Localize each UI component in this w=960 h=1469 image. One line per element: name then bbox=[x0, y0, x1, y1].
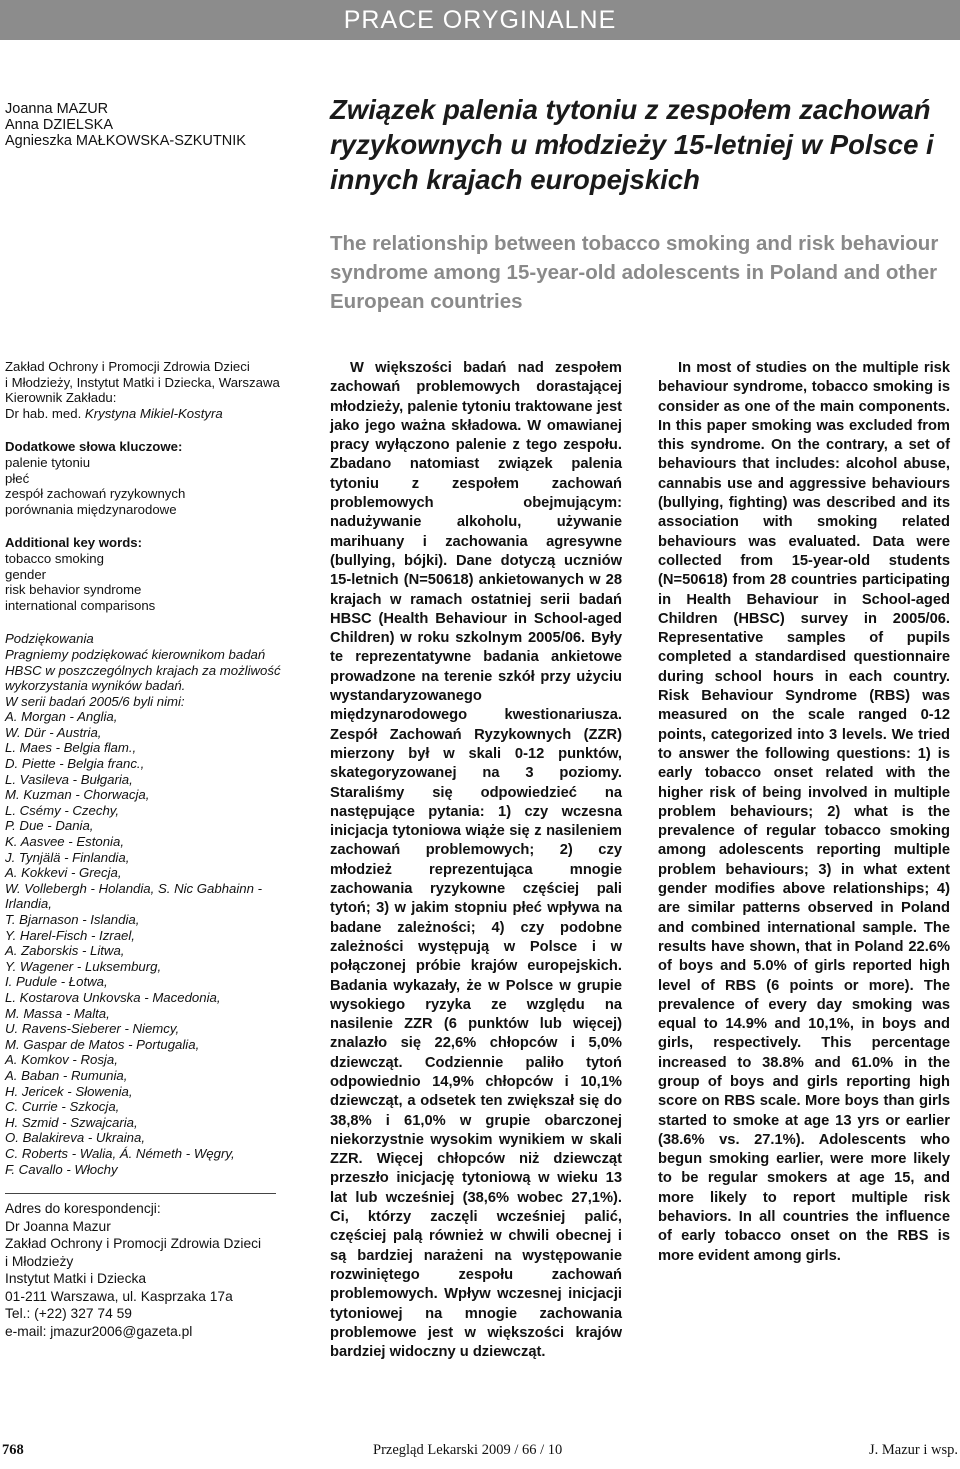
affiliation bbox=[5, 359, 305, 421]
acknowledgement-line: Y. Wagener - Luksemburg, bbox=[5, 958, 162, 974]
acknowledgement-line: W serii badań 2005/6 byli nimi: bbox=[5, 693, 185, 709]
acknowledgement-line: M. Gaspar de Matos - Portugalia, bbox=[5, 1036, 200, 1052]
abstract-text: In most of studies on the multiple risk behaviour syndrome, tobacco smoking is consider as one of the main components. In this paper smoking was excluded from this syndrome. On the contrary, a set of behaviours that includes: alcohol abuse, cannabis use and aggressive behaviours (bullying, fighting) was described and its association with smoking related behaviours was evaluated. Data were collected from 15-year-old students (N=50618) from 28 countries participating in Health Behaviour in School-aged Children (HBSC) survey in 2005/06. Representative samples of pupils completed a standardised questionnaire during school hours in each country. Risk Behaviour Syndrome (RBS) was measured on the scale ranged 0-12 points, categorized into 3 levels. We tried to answer the following questions: 1) is early tobacco onset related with the higher risk of being involved in multiple problem behaviours; 2) what is the prevalence of regular tobacco smoking among adolescents reporting multiple problem behaviours; 3) in what extent gender modifies above relationships; 4) are similar patterns observed in Poland and combined international sample. The results have shown, that in Poland 22.6% of boys and 5.0% of girls reported high level of RBS (6 points or more). The prevalence of every day smoking was equal to 14.9% and 10,1%, in boys and girls, respectively. This percentage increased to 38.8% and 61.0% in the group of boys and girls reporting high score on RBS scale. More boys than girls started to smoke at age 13 yrs or earlier (38.6% vs. 27.1%). Adolescents who begun smoking earlier, were more likely to be regular smokers at age 15, and more likely to report multiple risk behaviors. In all countries the influence of early tobacco onset on the RBS is more evident among girls. bbox=[658, 360, 950, 1264]
acknowledgement-line: J. Tynjälä - Finlandia, bbox=[5, 849, 130, 865]
author-name: Anna DZIELSKA bbox=[5, 117, 113, 133]
divider bbox=[5, 1193, 276, 1194]
acknowledgement-line: H. Jericek - Słowenia, bbox=[5, 1083, 133, 1099]
acknowledgement-line: Y. Harel-Fisch - Izrael, bbox=[5, 927, 135, 943]
acknowledgement-line: Podziękowania bbox=[5, 631, 94, 647]
acknowledgement-line: Irlandia, bbox=[5, 896, 52, 912]
correspondence-line: Dr Joanna Mazur bbox=[5, 1218, 111, 1234]
keyword: gender bbox=[5, 566, 47, 582]
sidebar-column bbox=[5, 359, 305, 1340]
acknowledgement-line: Pragniemy podziękować kierownikom badań bbox=[5, 646, 266, 662]
correspondence-line: i Młodzieży bbox=[5, 1253, 74, 1269]
acknowledgement-line: U. Ravens-Sieberer - Niemcy, bbox=[5, 1021, 180, 1037]
acknowledgement-line: C. Roberts - Walia, Á. Németh - Węgry, bbox=[5, 1145, 235, 1161]
keyword: zespół zachowań ryzykownych bbox=[5, 486, 186, 502]
journal-citation: Przegląd Lekarski 2009 / 66 / 10 bbox=[373, 1442, 563, 1458]
affiliation-line: Zakład Ochrony i Promocji Zdrowia Dzieci bbox=[5, 359, 250, 374]
author-list bbox=[5, 101, 305, 149]
correspondence-line: Instytut Matki i Dziecka bbox=[5, 1271, 147, 1287]
keyword: international comparisons bbox=[5, 597, 156, 613]
acknowledgement-line: M. Massa - Malta, bbox=[5, 1005, 110, 1021]
acknowledgement-line: HBSC w poszczególnych krajach za możliwość bbox=[5, 662, 281, 678]
abstract-polish bbox=[330, 359, 622, 1362]
keyword: palenie tytoniu bbox=[5, 454, 91, 470]
acknowledgement-line: A. Morgan - Anglia, bbox=[5, 709, 118, 725]
acknowledgement-line: wykorzystania wyników badań. bbox=[5, 678, 186, 694]
section-banner bbox=[0, 0, 960, 40]
acknowledgement-line: A. Zaborskis - Litwa, bbox=[5, 943, 125, 959]
abstract-english bbox=[658, 359, 950, 1266]
acknowledgement-line: P. Due - Dania, bbox=[5, 818, 94, 834]
correspondence-line: Adres do korespondencji: bbox=[5, 1201, 161, 1217]
keyword: płeć bbox=[5, 470, 30, 486]
keyword: tobacco smoking bbox=[5, 550, 104, 566]
page-number: 768 bbox=[2, 1442, 24, 1458]
section-label: PRACE ORYGINALNE bbox=[343, 5, 617, 34]
acknowledgement-line: L. Kostarova Unkovska - Macedonia, bbox=[5, 989, 221, 1005]
running-author: J. Mazur i wsp. bbox=[868, 1442, 958, 1458]
acknowledgement-line: W. Vollebergh - Holandia, S. Nic Gabhainn - bbox=[5, 880, 263, 896]
acknowledgement-line: M. Kuzman - Chorwacja, bbox=[5, 787, 150, 803]
head-title: Dr hab. med. bbox=[5, 405, 82, 421]
acknowledgement-line: F. Cavallo - Włochy bbox=[5, 1161, 118, 1177]
acknowledgement-line: D. Piette - Belgia franc., bbox=[5, 756, 145, 772]
article-title-polish: Związek palenia tytoniu z zespołem zachowań ryzykownych u młodzieży 15-letniej w Polsce i innych krajach europejskich bbox=[330, 94, 934, 195]
acknowledgement-line: A. Komkov - Rosja, bbox=[5, 1052, 118, 1068]
keywords-heading: Dodatkowe słowa kluczowe: bbox=[5, 439, 183, 455]
correspondence-address bbox=[5, 1200, 305, 1340]
author-name: Agnieszka MAŁKOWSKA-SZKUTNIK bbox=[5, 133, 246, 149]
acknowledgement-line: I. Pudule - Łotwa, bbox=[5, 974, 108, 990]
acknowledgement-line: K. Aasvee - Estonia, bbox=[5, 834, 124, 850]
affiliation-line: Kierownik Zakładu: bbox=[5, 390, 117, 406]
keywords-heading: Additional key words: bbox=[5, 535, 143, 551]
affiliation-line: i Młodzieży, Instytut Matki i Dziecka, Warszawa bbox=[5, 374, 280, 390]
acknowledgement-line: O. Balakireva - Ukraina, bbox=[5, 1130, 145, 1146]
acknowledgement-line: L. Vasileva - Bułgaria, bbox=[5, 771, 133, 787]
keyword: risk behavior syndrome bbox=[5, 582, 142, 598]
acknowledgement-line: A. Baban - Rumunia, bbox=[5, 1067, 128, 1083]
acknowledgement-line: T. Bjarnason - Islandia, bbox=[5, 912, 140, 927]
acknowledgement-line: H. Szmid - Szwajcaria, bbox=[5, 1114, 138, 1130]
keywords-english bbox=[5, 535, 305, 613]
article-title-english: The relationship between tobacco smoking and risk behaviour syndrome among 15-year-old adolescents in Poland and other European countries bbox=[330, 232, 939, 313]
page-footer bbox=[0, 1438, 960, 1462]
keyword: porównania międzynarodowe bbox=[5, 501, 177, 517]
correspondence-line: Tel.: (+22) 327 74 59 bbox=[5, 1306, 132, 1322]
author-name: Joanna MAZUR bbox=[5, 101, 109, 117]
correspondence-line: Zakład Ochrony i Promocji Zdrowia Dzieci bbox=[5, 1236, 262, 1252]
head-name: Krystyna Mikiel-Kostyra bbox=[84, 405, 223, 421]
abstract-text: W większości badań nad zespołem zachowań problemowych dorastającej młodzieży, palenie tytoniu traktowane jest jako jego ważna składowa. W omawianej pracy wyłączono palenie z tego zespołu. Zbadano natomiast związek palenia tytoniu z zespołem zachowań problemowych obejmującym: nadużywanie alkoholu, używanie marihuany i zachowania agresywne (bullying, bójki). Dane dotyczą uczniów 15-letnich (N=50618) ankietowanych w 28 krajach w ramach ostatniej serii badań HBSC (Health Behaviour in School-aged Children) w roku szkolnym 2005/06. Były te reprezentatywne badania ankietowe prowadzone na terenie szkół przy użyciu wystandaryzowanego międzynarodowego kwestionariusza. Zespół Zachowań Ryzykownych (ZZR) mierzony był w skali 0-12 punktów, skategoryzowanej na 3 poziomy. Staraliśmy się odpowiedzieć na następujące pytania: 1) czy wczesna inicjacja tytoniowa wiąże się z nasileniem zachowań problemowych; 2) czy młodzież reprezentująca mnogie zachowania ryzykowne częściej pali tytoń; 3) w jakim stopniu płeć wpływa na badane zależności; 4) czy podobne zależności występują w Polsce i w połączonej próbie krajów europejskich. Badania wykazały, że w Polsce w grupie wysokiego ryzyka ze względu na nasilenie ZZR (6 punktów lub więcej) znalazło się 22,6% chłopców i 5,0% dziewcząt. Codziennie paliło tytoń odpowiednio 14,9% chłopców i 10,1% dziewcząt, a odsetek ten zwiększał się do 38,8% i 61,0% w grupie obarczonej niekorzystnie wysokim wynikiem w skali ZZR. Więcej chłopców niż dziewcząt przeszło inicjację tytoniową w wieku 13 lat lub wcześniej (38,6% wobec 27,1%). Ci, którzy zaczęli wcześniej palić, częściej palą również w chwili obecnej i są bardziej narażeni na występowanie rozwiniętego zespołu zachowań problemowych. Wpływ wczesnej inicjacji tytoniowej na mnogie zachowania problemowe jest w większości krajów bardziej widoczny u dziewcząt. bbox=[330, 360, 622, 1361]
keywords-polish bbox=[5, 439, 305, 517]
acknowledgements bbox=[5, 631, 305, 1177]
correspondence-line: e-mail: jmazur2006@gazeta.pl bbox=[5, 1323, 193, 1339]
acknowledgement-line: L. Maes - Belgia flam., bbox=[5, 740, 137, 756]
acknowledgement-line: C. Currie - Szkocja, bbox=[5, 1099, 120, 1115]
acknowledgement-line: A. Kokkevi - Grecja, bbox=[5, 865, 122, 881]
department-head bbox=[5, 406, 305, 422]
correspondence-line: 01-211 Warszawa, ul. Kasprzaka 17a bbox=[5, 1288, 233, 1304]
acknowledgement-line: L. Csémy - Czechy, bbox=[5, 802, 120, 818]
acknowledgement-line: W. Dür - Austria, bbox=[5, 724, 102, 740]
